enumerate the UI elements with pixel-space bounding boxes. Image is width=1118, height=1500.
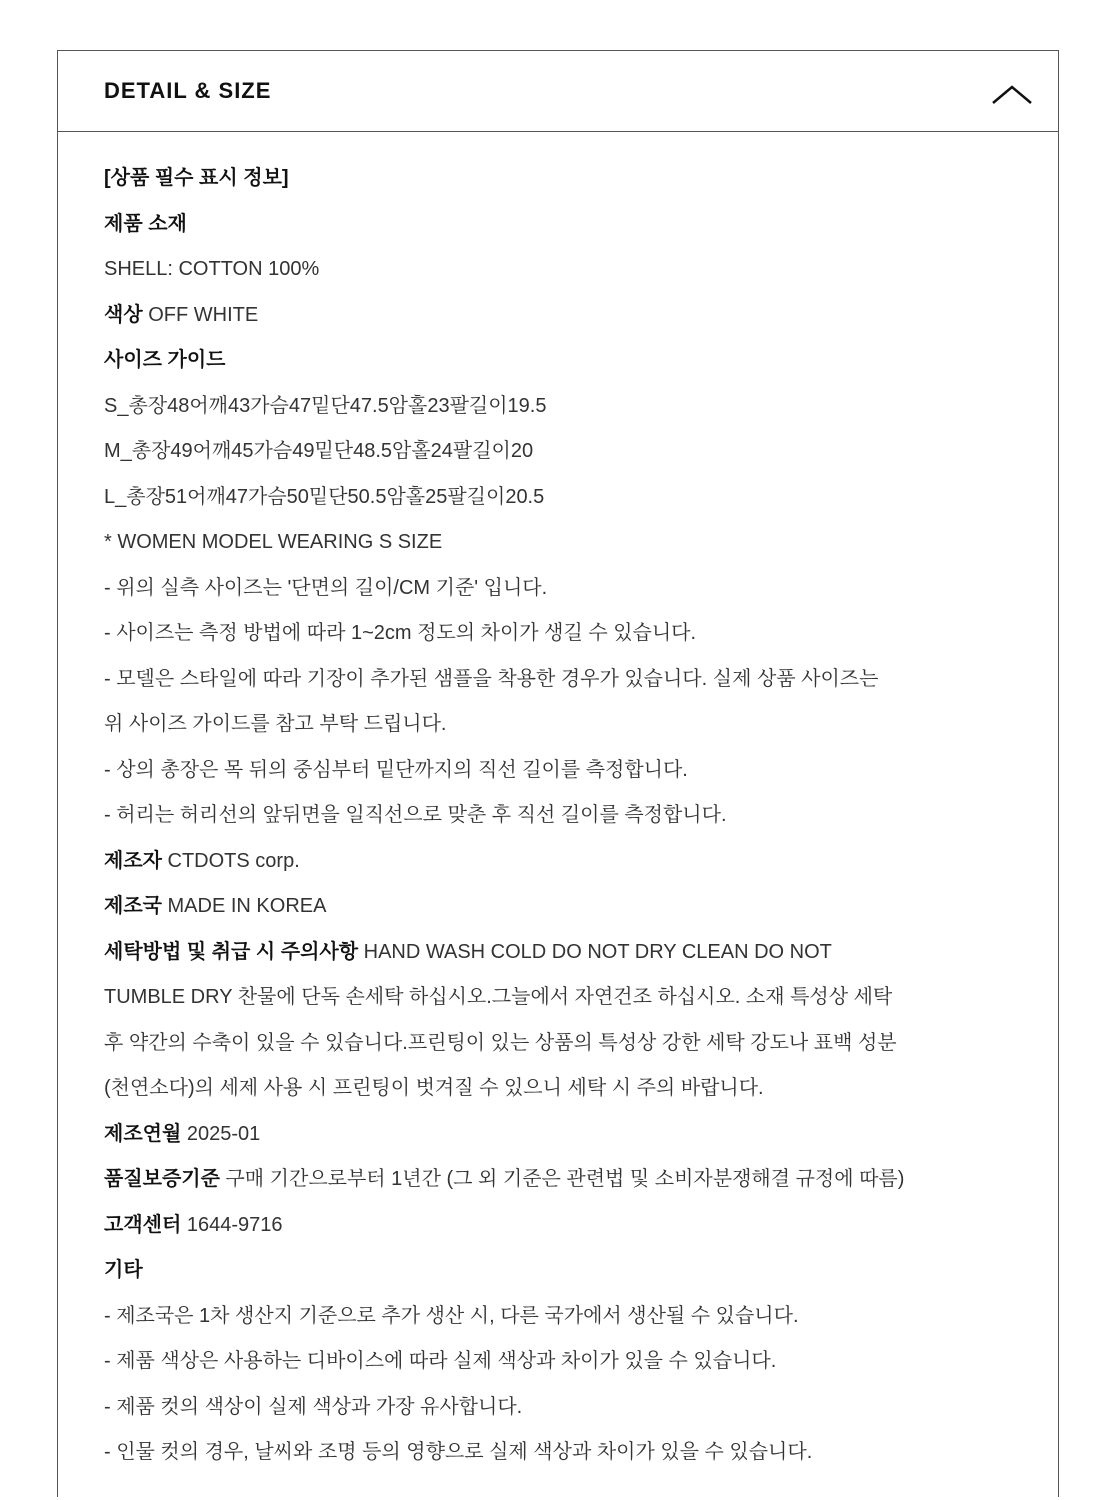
- info-text: 후 약간의 수축이 있을 수 있습니다.프린팅이 있는 상품의 특성상 강한 세탁 강도나 표백 성분: [104, 1031, 897, 1054]
- info-line: [104, 611, 1012, 657]
- info-text: - 제품 색상은 사용하는 디바이스에 따라 실제 색상과 차이가 있을 수 있습니다.: [104, 1350, 777, 1372]
- info-line: [104, 293, 1012, 339]
- info-text: TUMBLE DRY 찬물에 단독 손세탁 하십시오.그늘에서 자연건조 하십시오. 소재 특성상 세탁: [104, 986, 893, 1008]
- info-text: L_총장51어깨47가슴50밑단50.5암홀25팔길이20.5: [104, 485, 545, 508]
- info-label: [상품 필수 표시 정보]: [104, 167, 289, 189]
- info-line: [104, 384, 1012, 430]
- info-line: [104, 702, 1012, 748]
- info-line: [104, 338, 1012, 384]
- info-text: - 제조국은 1차 생산지 기준으로 추가 생산 시, 다른 국가에서 생산될 수 있습니다.: [104, 1304, 799, 1327]
- info-line: [104, 156, 1012, 202]
- info-text: - 인물 컷의 경우, 날씨와 조명 등의 영향으로 실제 색상과 차이가 있을 수 있습니다.: [104, 1441, 813, 1463]
- info-text: (천연소다)의 세제 사용 시 프린팅이 벗겨질 수 있으니 세탁 시 주의 바랍니다.: [104, 1077, 764, 1099]
- info-text: OFF WHITE: [142, 303, 259, 326]
- info-line: [104, 475, 1012, 521]
- info-label: 제품 소재: [104, 212, 187, 235]
- info-line: [104, 429, 1012, 475]
- info-text: 2025-01: [181, 1122, 261, 1145]
- info-text: MADE IN KOREA: [161, 895, 327, 917]
- info-text: - 위의 실측 사이즈는 '단면의 길이/CM 기준' 입니다.: [104, 576, 548, 599]
- info-line: [104, 839, 1012, 885]
- info-line: [104, 1294, 1012, 1340]
- info-line: [104, 1430, 1012, 1476]
- info-line: [104, 975, 1012, 1021]
- info-label: 사이즈 가이드: [104, 349, 226, 371]
- info-line: [104, 930, 1012, 976]
- chevron-up-icon[interactable]: [990, 81, 1034, 107]
- info-label: 고객센터: [104, 1213, 182, 1236]
- info-line: [104, 793, 1012, 839]
- info-label: 제조국: [104, 895, 162, 917]
- info-text: * WOMEN MODEL WEARING S SIZE: [104, 531, 443, 553]
- info-label: 기타: [104, 1259, 143, 1281]
- info-text: 위 사이즈 가이드를 참고 부탁 드립니다.: [104, 713, 447, 735]
- info-line: [104, 202, 1012, 248]
- info-line: [104, 657, 1012, 703]
- info-text: - 상의 총장은 목 뒤의 중심부터 밑단까지의 직선 길이를 측정합니다.: [104, 758, 688, 781]
- info-line: [104, 1385, 1012, 1431]
- info-line: [104, 1157, 1012, 1203]
- info-line: [104, 1066, 1012, 1112]
- info-text: M_총장49어깨45가슴49밑단48.5암홀24팔길이20: [104, 440, 534, 462]
- info-text: 구매 기간으로부터 1년간 (그 외 기준은 관련법 및 소비자분쟁해결 규정에 따름): [219, 1168, 905, 1190]
- info-line: [104, 884, 1012, 930]
- info-line: [104, 1339, 1012, 1385]
- info-text: - 제품 컷의 색상이 실제 색상과 가장 유사합니다.: [104, 1395, 523, 1418]
- info-text: CTDOTS corp.: [161, 849, 300, 872]
- info-text: 1644-9716: [181, 1213, 283, 1236]
- info-text: - 모델은 스타일에 따라 기장이 추가된 샘플을 착용한 경우가 있습니다. 실제 상품 사이즈는: [104, 667, 879, 690]
- accordion-title: DETAIL & SIZE: [104, 78, 272, 103]
- info-line: [104, 1112, 1012, 1158]
- info-line: [104, 1248, 1012, 1294]
- info-line: [104, 1021, 1012, 1067]
- info-text: - 허리는 허리선의 앞뒤면을 일직선으로 맞춘 후 직선 길이를 측정합니다.: [104, 804, 727, 826]
- info-text: SHELL: COTTON 100%: [104, 258, 320, 280]
- info-line: [104, 247, 1012, 293]
- info-line: [104, 520, 1012, 566]
- accordion-header[interactable]: [58, 51, 1058, 132]
- info-label: 색상: [104, 303, 143, 326]
- info-label: 품질보증기준: [104, 1168, 220, 1190]
- info-text: S_총장48어깨43가슴47밑단47.5암홀23팔길이19.5: [104, 394, 547, 417]
- info-line: [104, 748, 1012, 794]
- info-label: 제조연월: [104, 1122, 182, 1145]
- product-info-content: [58, 132, 1058, 1476]
- detail-size-accordion: [57, 50, 1059, 1497]
- info-line: [104, 1203, 1012, 1249]
- info-text: - 사이즈는 측정 방법에 따라 1~2cm 정도의 차이가 생길 수 있습니다.: [104, 622, 697, 644]
- info-text: HAND WASH COLD DO NOT DRY CLEAN DO NOT: [358, 940, 832, 963]
- info-label: 세탁방법 및 취급 시 주의사항: [104, 940, 359, 963]
- info-label: 제조자: [104, 849, 162, 872]
- info-line: [104, 566, 1012, 612]
